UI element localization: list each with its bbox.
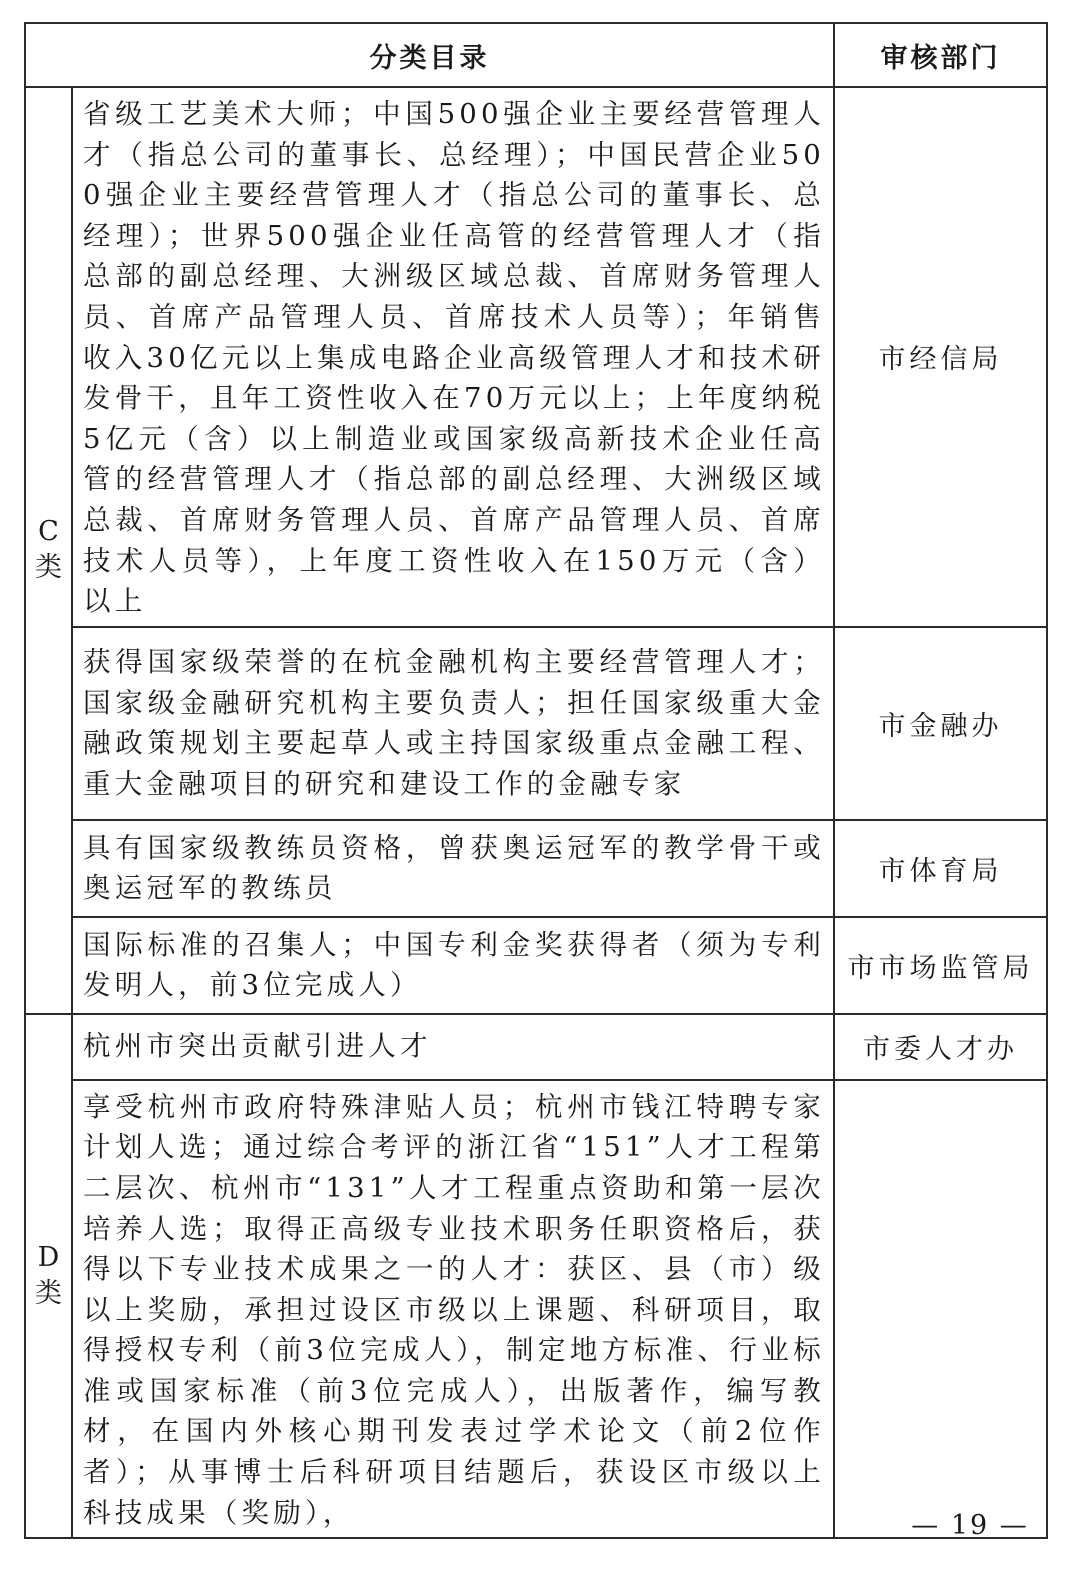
catalog-content: 国际标准的召集人；中国专利金奖获得者（须为专利发明人，前3位完成人） — [72, 917, 834, 1014]
review-department: 市体育局 — [834, 820, 1047, 917]
category-letter: D — [37, 1241, 60, 1273]
catalog-content: 杭州市突出贡献引进人才 — [72, 1014, 834, 1080]
page-number-dash-left: — — [911, 1510, 941, 1541]
review-department: 市金融办 — [834, 627, 1047, 820]
catalog-table — [24, 22, 1048, 1539]
category-word: 类 — [35, 1277, 62, 1309]
category-label-d — [25, 1014, 72, 1539]
catalog-content: 获得国家级荣誉的在杭金融机构主要经营管理人才；国家级金融研究机构主要负责人；担任国家级重大金融政策规划主要起草人或主持国家级重点金融工程、重大金融项目的研究和建设工作的金融专家 — [72, 627, 834, 820]
table-row — [25, 627, 1047, 820]
page-number-dash-right: — — [999, 1510, 1029, 1541]
table-row — [25, 820, 1047, 917]
table-header-row — [25, 23, 1047, 87]
review-department: 市委人才办 — [834, 1014, 1047, 1080]
review-department — [834, 1080, 1047, 1539]
category-letter: C — [38, 516, 59, 548]
table-row — [25, 87, 1047, 627]
page-number-value: 19 — [950, 1510, 990, 1541]
page-number — [900, 1510, 1040, 1541]
header-category-catalog: 分类目录 — [25, 23, 834, 87]
review-department: 市市场监管局 — [834, 917, 1047, 1014]
catalog-content: 省级工艺美术大师；中国500强企业主要经营管理人才（指总公司的董事长、总经理）；中国民营企业500强企业主要经营管理人才（指总公司的董事长、总经理）；世界500强企业任高管的经营管理人才（指总部的副总经理、大洲级区域总裁、首席财务管理人员、首席产品管理人员、首席技术人员等）；年销售收入30亿元以上集成电路企业高级管理人才和技术研发骨干，且年工资性收入在70万元以上；上年度纳税5亿元（含）以上制造业或国家级高新技术企业任高管的经营管理人才（指总部的副总经理、大洲级区域总裁、首席财务管理人员、首席产品管理人员、首席技术人员等），上年度工资性收入在150万元（含）以上 — [72, 87, 834, 627]
table-row — [25, 1080, 1047, 1539]
catalog-content: 具有国家级教练员资格，曾获奥运冠军的教学骨干或奥运冠军的教练员 — [72, 820, 834, 917]
header-review-department: 审核部门 — [834, 23, 1047, 87]
table-row — [25, 1014, 1047, 1080]
catalog-content: 享受杭州市政府特殊津贴人员；杭州市钱江特聘专家计划人选；通过综合考评的浙江省“151”人才工程第二层次、杭州市“131”人才工程重点资助和第一层次培养人选；取得正高级专业技术职务任职资格后，获得以下专业技术成果之一的人才：获区、县（市）级以上奖励，承担过设区市级以上课题、科研项目，取得授权专利（前3位完成人），制定地方标准、行业标准或国家标准（前3位完成人），出版著作，编写教材，在国内外核心期刊发表过学术论文（前2位作者）；从事博士后科研项目结题后，获设区市级以上科技成果（奖励）， — [72, 1080, 834, 1539]
review-department: 市经信局 — [834, 87, 1047, 627]
category-word: 类 — [35, 552, 62, 584]
table-row — [25, 917, 1047, 1014]
category-label-c — [25, 87, 72, 1014]
